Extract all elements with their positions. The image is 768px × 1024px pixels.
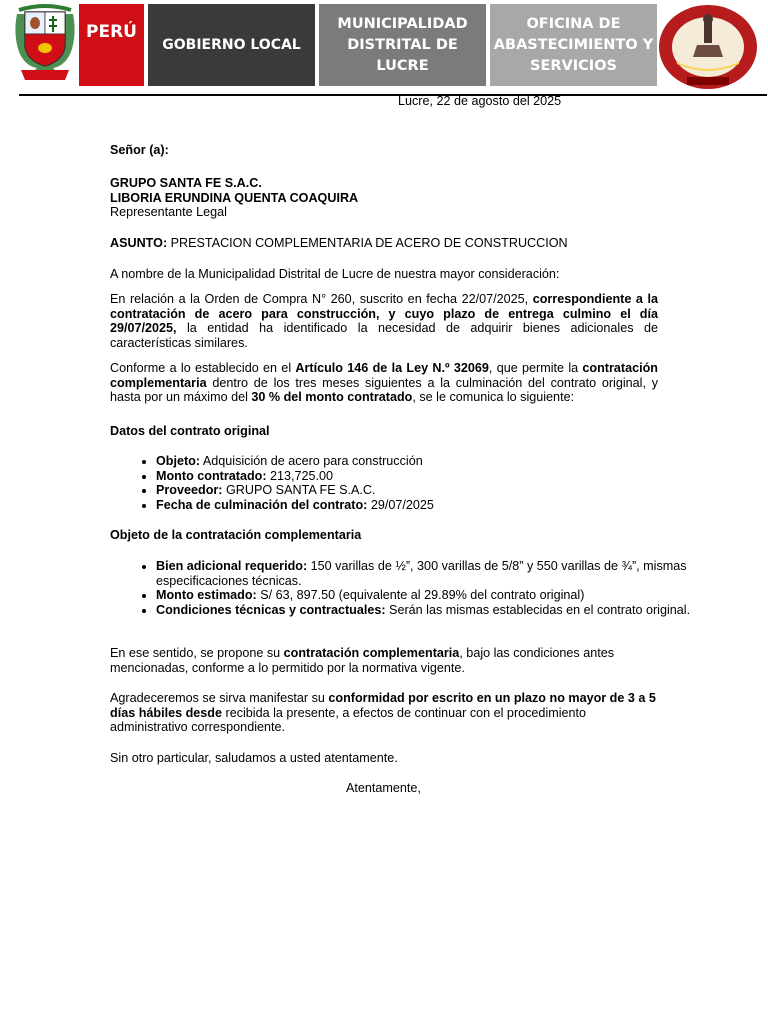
paragraph-proposal: En ese sentido, se propone su contratación complementaria, bajo las condiciones antes mencionadas, conforme a lo permitido por la normativa vigente.	[110, 646, 615, 675]
complementary-list	[110, 559, 704, 617]
letter-date: Lucre, 22 de agosto del 2025	[398, 94, 562, 108]
subject-line: ASUNTO: PRESTACION COMPLEMENTARIA DE ACERO DE CONSTRUCCION	[110, 236, 568, 250]
list-item: • Bien adicional requerido: 150 varillas de ½”, 300 varillas de 5/8” y 550 varillas de ¾”, mismas especificaciones técnicas.	[156, 559, 704, 588]
closing-line: Sin otro particular, saludamos a usted atentamente.	[110, 751, 398, 765]
list-item: • Condiciones técnicas y contractuales: Serán las mismas establecidas en el contrato original.	[156, 603, 704, 618]
section-title-complementary: Objeto de la contratación complementaria	[110, 528, 362, 542]
header-divider	[19, 94, 767, 96]
list-item: • Proveedor: GRUPO SANTA FE S.A.C.	[156, 483, 704, 498]
signoff: Atentamente,	[346, 781, 421, 795]
intro-paragraph: A nombre de la Municipalidad Distrital de Lucre de nuestra mayor consideración:	[110, 267, 560, 281]
letterhead	[0, 0, 768, 96]
section-title-original-contract: Datos del contrato original	[110, 424, 270, 438]
paragraph-legal-basis: Conforme a lo establecido en el Artículo 146 de la Ley N.º 32069, que permite la contratación complementaria dentro de los tres meses siguientes a la culminación del contrato original, y hasta por un máximo del 30 % del monto contratado, se le comunica lo siguiente:	[110, 361, 658, 404]
recipient-name: LIBORIA ERUNDINA QUENTA COAQUIRA	[110, 190, 359, 205]
oficina-label: OFICINA DE ABASTECIMIENTO Y SERVICIOS	[490, 4, 657, 86]
list-item: • Monto contratado: 213,725.00	[156, 469, 704, 484]
list-item: • Objeto: Adquisición de acero para construcción	[156, 454, 704, 469]
list-item: • Fecha de culminación del contrato: 29/07/2025	[156, 498, 704, 513]
recipient-role: Representante Legal	[110, 205, 227, 219]
paragraph-request: Agradeceremos se sirva manifestar su conformidad por escrito en un plazo no mayor de 3 a 5 días hábiles desde recibida la presente, a efectos de continuar con el procedimiento administrativo correspondiente.	[110, 691, 656, 734]
list-item: • Monto estimado: S/ 63, 897.50 (equivalente al 29.89% del contrato original)	[156, 588, 704, 603]
gobierno-local-label: GOBIERNO LOCAL	[148, 4, 315, 86]
paragraph-order: En relación a la Orden de Compra N° 260, suscrito en fecha 22/07/2025, correspondiente a la contratación de acero para construcción, y cuyo plazo de entrega culmino el día 29/07/2025, la entidad ha identificado la necesidad de adquirir bienes adicionales de características similares.	[110, 292, 658, 350]
municipal-seal-icon	[657, 3, 759, 91]
peru-coat-of-arms-icon	[11, 4, 79, 84]
municipalidad-label: MUNICIPALIDAD DISTRITAL DE LUCRE	[319, 4, 486, 86]
original-contract-list	[110, 454, 704, 512]
recipient-company: GRUPO SANTA FE S.A.C.	[110, 176, 262, 190]
salutation: Señor (a):	[110, 143, 169, 157]
recipient-block	[110, 176, 658, 220]
peru-label: PERÚ	[79, 4, 144, 86]
